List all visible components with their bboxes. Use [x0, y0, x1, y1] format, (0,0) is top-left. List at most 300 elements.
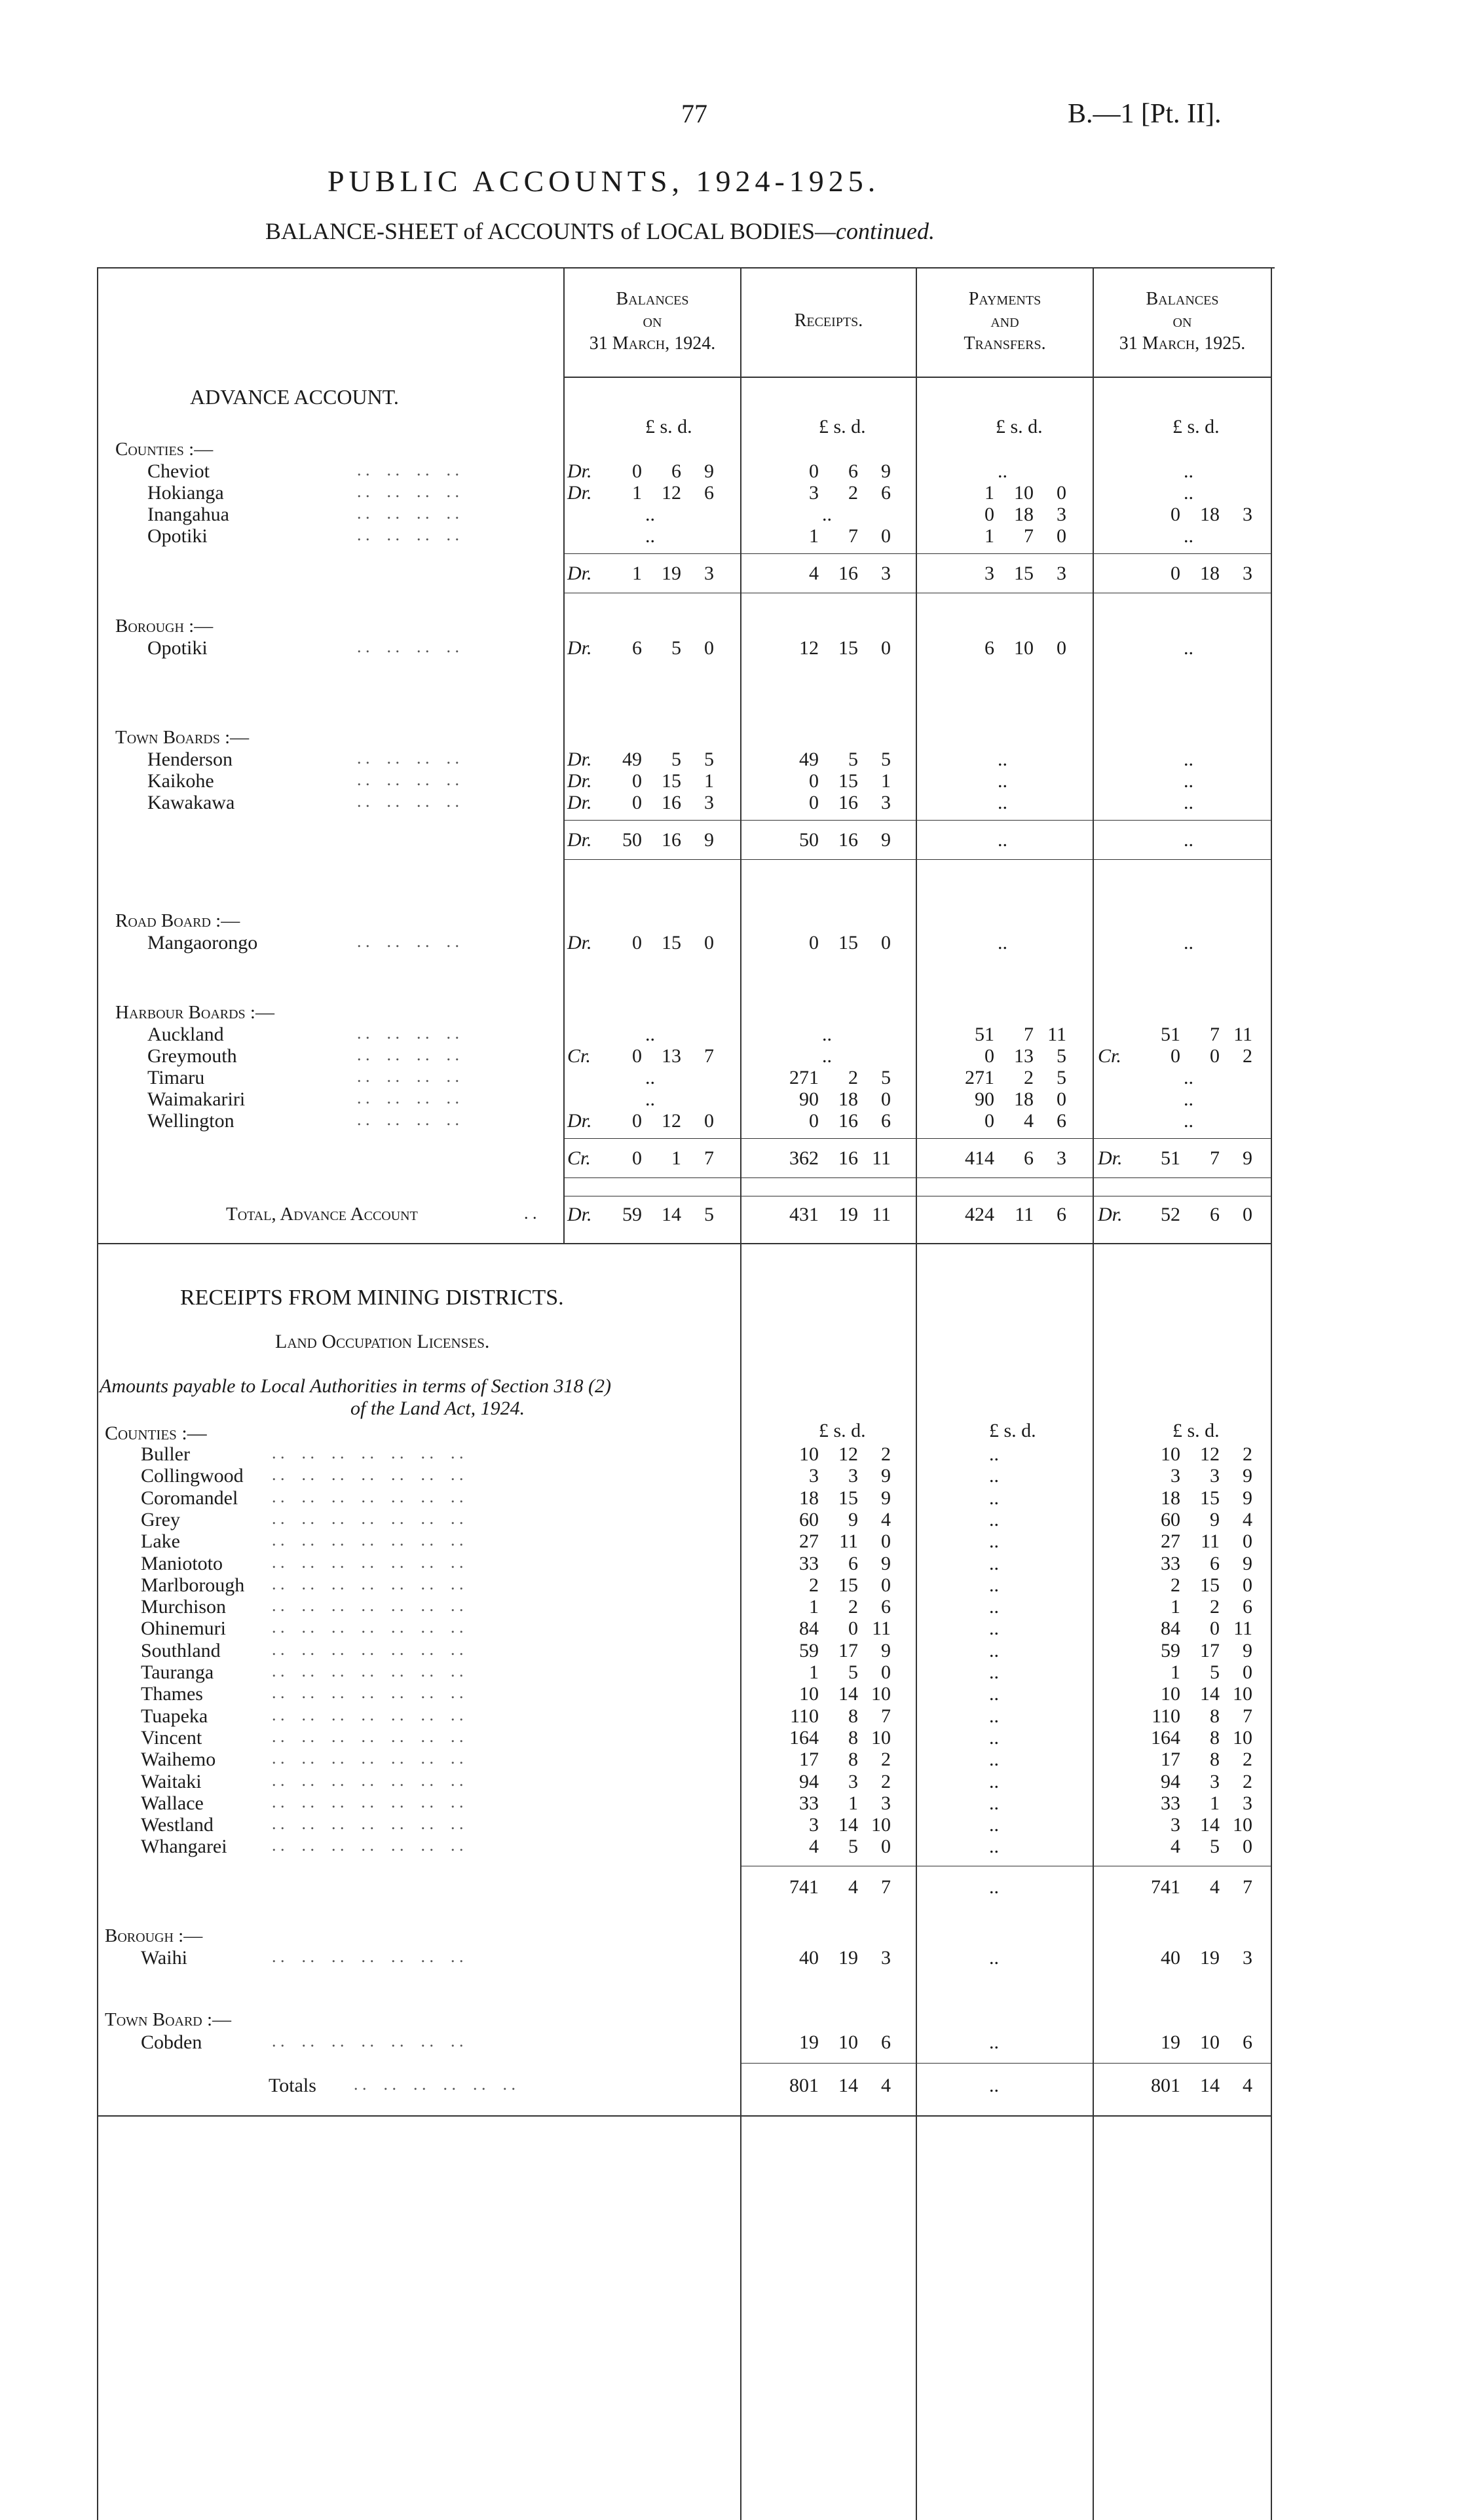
row-receipts — [760, 749, 891, 771]
county-balance-pounds: 84 — [1161, 1618, 1180, 1639]
county-payments: .. — [989, 1509, 999, 1530]
col4-left-rule — [1093, 267, 1094, 2520]
county-balance-pounds: 60 — [1161, 1509, 1180, 1530]
county-receipts-pence: 10 — [871, 1727, 891, 1749]
county-receipts-pence: 9 — [881, 1465, 891, 1487]
mining-note-line2: of the Land Act, 1924. — [350, 1398, 525, 1419]
county-payments: .. — [989, 1814, 999, 1836]
row-receipts-shillings: 6 — [848, 460, 858, 482]
county-balance-pence: 10 — [1233, 1727, 1252, 1749]
row-balance-1925-nil: .. — [1184, 770, 1193, 792]
county-name: Wallace — [141, 1792, 204, 1814]
group-subtotal-rule — [563, 820, 1271, 821]
county-balance — [1121, 1596, 1252, 1618]
subtotal-payments-pounds: 3 — [984, 563, 994, 584]
row-payments — [935, 525, 1066, 547]
row-receipts-pence: 5 — [881, 1067, 891, 1088]
county-payments: .. — [989, 1749, 999, 1770]
county-balance-pence: 0 — [1243, 1836, 1252, 1857]
mining-note-line1: Amounts payable to Local Authorities in terms of Section 318 (2) — [100, 1375, 612, 1397]
row-payments-pence: 3 — [1057, 504, 1066, 525]
row-balance-1925-nil: .. — [1184, 792, 1193, 813]
subtotal-balance-1925-shillings: 18 — [1200, 563, 1220, 584]
county-leaders: . . . . . . . . . . . . . . — [272, 1683, 464, 1702]
row-receipts-shillings: 16 — [838, 1110, 858, 1132]
row-balance-1924-pounds: 49 — [622, 749, 642, 770]
subtotal-balance-1924-pence: 9 — [704, 829, 714, 851]
row-name: Waimakariri — [147, 1088, 246, 1110]
col3-head-line3: Transfers. — [964, 333, 1046, 354]
subtotal-payments-pence: 3 — [1057, 563, 1066, 584]
county-receipts — [760, 1727, 891, 1749]
counties-total-receipts-shillings: 4 — [848, 1876, 858, 1898]
county-name: Grey — [141, 1509, 180, 1530]
row-balance-1924-pence: 6 — [704, 482, 714, 504]
row-balance-1924-pounds: 0 — [632, 1045, 642, 1067]
row-receipts-nil: .. — [822, 504, 832, 525]
row-c1-prefix: Dr. — [567, 482, 592, 504]
county-balance-pence: 9 — [1243, 1640, 1252, 1661]
col-header-balances-1924 — [565, 288, 740, 355]
county-receipts-pence: 2 — [881, 1771, 891, 1792]
row-leaders: . . . . . . . . — [357, 932, 459, 951]
subtotal-receipts — [760, 829, 891, 851]
county-receipts-shillings: 11 — [839, 1530, 858, 1552]
subtotal-payments — [935, 829, 1066, 851]
row-receipts-pounds: 3 — [809, 482, 819, 504]
county-leaders: . . . . . . . . . . . . . . — [272, 1836, 464, 1855]
grand-total-receipts — [760, 1204, 891, 1226]
county-balance — [1121, 1618, 1252, 1640]
county-receipts-pounds: 60 — [799, 1509, 819, 1530]
grand-total-payments — [935, 1204, 1066, 1226]
county-balance-pounds: 110 — [1152, 1705, 1180, 1727]
subtotal-receipts-pence: 9 — [881, 829, 891, 851]
row-name: Timaru — [147, 1067, 205, 1088]
row-balance-1924 — [583, 504, 714, 526]
county-balance-shillings: 15 — [1200, 1574, 1220, 1596]
row-name: Cheviot — [147, 460, 210, 482]
county-receipts-pence: 11 — [872, 1618, 891, 1639]
county-balance-pounds: 59 — [1161, 1640, 1180, 1661]
grand-total-balance-1925-shillings: 6 — [1210, 1204, 1220, 1225]
county-receipts-pence: 9 — [881, 1640, 891, 1661]
mining-heading: RECEIPTS FROM MINING DISTRICTS. — [180, 1286, 564, 1310]
subtotal-receipts — [760, 1147, 891, 1170]
subtotal-receipts-pounds: 362 — [789, 1147, 819, 1169]
subtotal-payments-shillings: 6 — [1024, 1147, 1034, 1169]
row-balance-1924 — [583, 1067, 714, 1089]
row-balance-1924-pence: 3 — [704, 792, 714, 813]
county-receipts-pence: 0 — [881, 1661, 891, 1683]
row-payments-pence: 0 — [1057, 482, 1066, 504]
row-payments-shillings: 4 — [1024, 1110, 1034, 1132]
county-balance-pounds: 18 — [1161, 1487, 1180, 1509]
county-receipts-pounds: 1 — [809, 1596, 819, 1618]
row-balance-1925-pounds: 0 — [1171, 1045, 1180, 1067]
town-board-receipts-pence: 6 — [881, 2031, 891, 2053]
row-receipts-pounds: 0 — [809, 932, 819, 954]
county-balance — [1121, 1487, 1252, 1510]
group-label: Borough :— — [115, 616, 214, 637]
county-balance-pounds: 33 — [1161, 1792, 1180, 1814]
grand-total-payments-pounds: 424 — [965, 1204, 994, 1225]
unit-header-col4: £ s. d. — [1172, 416, 1220, 437]
row-balance-1924-shillings: 16 — [662, 792, 681, 813]
county-name: Westland — [141, 1814, 214, 1836]
grand-total-balance-1924 — [583, 1204, 714, 1226]
county-balance — [1121, 1771, 1252, 1793]
county-balance-pounds: 10 — [1161, 1683, 1180, 1705]
subtotal-receipts-shillings: 16 — [838, 829, 858, 851]
col4-head-line2: on — [1172, 311, 1192, 331]
row-payments-pounds: 90 — [975, 1088, 994, 1110]
row-payments-nil: .. — [998, 749, 1007, 770]
county-name: Whangarei — [141, 1836, 227, 1857]
col1-head-line1: Balances — [616, 289, 689, 309]
grand-total-leaders: . . — [524, 1204, 537, 1223]
subtotal-balance-1925 — [1121, 563, 1252, 585]
row-balance-1924-nil: .. — [645, 1088, 655, 1110]
county-balance-pence: 2 — [1243, 1771, 1252, 1792]
county-name: Coromandel — [141, 1487, 238, 1509]
row-payments-pounds: 1 — [984, 482, 994, 504]
county-payments: .. — [989, 1443, 999, 1465]
county-receipts-pence: 4 — [881, 1509, 891, 1530]
row-balance-1924-pounds: 1 — [632, 482, 642, 504]
county-receipts — [760, 1596, 891, 1618]
row-leaders: . . . . . . . . — [357, 482, 459, 501]
subtotal-payments-nil: .. — [998, 829, 1007, 851]
document-reference: B.—1 [Pt. II]. — [1068, 99, 1222, 129]
county-leaders: . . . . . . . . . . . . . . — [272, 1640, 464, 1659]
row-balance-1925 — [1121, 932, 1252, 954]
mining-unit-col2: £ s. d. — [819, 1420, 866, 1441]
table-top-rule — [97, 267, 1275, 269]
county-balance-pounds: 3 — [1171, 1814, 1180, 1836]
county-balance-shillings: 8 — [1210, 1705, 1220, 1727]
row-balance-1924-pence: 1 — [704, 770, 714, 792]
totals-receipts-pounds: 801 — [789, 2075, 819, 2096]
county-receipts-shillings: 12 — [838, 1443, 858, 1465]
subtotal-payments-shillings: 15 — [1014, 563, 1034, 584]
page-number: 77 — [681, 99, 707, 128]
row-balance-1925 — [1121, 504, 1252, 526]
county-balance — [1121, 1465, 1252, 1487]
row-balance-1925 — [1121, 1088, 1252, 1111]
county-receipts-pence: 2 — [881, 1443, 891, 1465]
row-leaders: . . . . . . . . — [357, 1067, 459, 1086]
row-c1-prefix: Dr. — [567, 749, 592, 770]
row-payments — [935, 932, 1066, 954]
col1-left-rule — [563, 267, 565, 1243]
county-name: Tuapeka — [141, 1705, 208, 1727]
row-balance-1925-nil: .. — [1184, 749, 1193, 770]
county-balance-pence: 4 — [1243, 1509, 1252, 1530]
county-balance-pence: 2 — [1243, 1749, 1252, 1770]
row-balance-1924-pence: 0 — [704, 932, 714, 954]
subtotal-payments-pounds: 414 — [965, 1147, 994, 1169]
row-balance-1924 — [583, 1024, 714, 1046]
row-balance-1925-pounds: 0 — [1171, 504, 1180, 525]
row-balance-1924 — [583, 637, 714, 659]
borough-leaders: . . . . . . . . . . . . . . — [272, 1947, 464, 1966]
totals-label: Totals — [269, 2075, 316, 2096]
row-balance-1925-pence: 3 — [1243, 504, 1252, 525]
row-balance-1924 — [583, 932, 714, 954]
row-balance-1925 — [1121, 460, 1252, 483]
row-balance-1924-pence: 5 — [704, 749, 714, 770]
row-balance-1925-nil: .. — [1184, 525, 1193, 547]
row-leaders: . . . . . . . . — [357, 637, 459, 656]
col4-head-line3: 31 March, 1925. — [1119, 333, 1246, 354]
row-name: Auckland — [147, 1024, 224, 1045]
county-balance — [1121, 1727, 1252, 1749]
county-balance-shillings: 3 — [1210, 1771, 1220, 1792]
county-receipts-pounds: 3 — [809, 1814, 819, 1836]
grand-total-receipts-shillings: 19 — [838, 1204, 858, 1225]
row-payments — [935, 504, 1066, 526]
subtotal-receipts-pounds: 50 — [799, 829, 819, 851]
county-receipts-shillings: 9 — [848, 1509, 858, 1530]
row-receipts-pence: 5 — [881, 749, 891, 770]
totals-balance-shillings: 14 — [1200, 2075, 1220, 2096]
subtotal-balance-1924-shillings: 16 — [662, 829, 681, 851]
county-receipts-pence: 2 — [881, 1749, 891, 1770]
row-leaders: . . . . . . . . — [357, 749, 459, 768]
county-balance-shillings: 0 — [1210, 1618, 1220, 1639]
subtotal-payments — [935, 1147, 1066, 1170]
row-balance-1924-shillings: 5 — [671, 637, 681, 659]
row-leaders: . . . . . . . . — [357, 1110, 459, 1129]
county-receipts-shillings: 15 — [838, 1487, 858, 1509]
county-receipts-pence: 10 — [871, 1814, 891, 1836]
grand-total-balance-1925-pence: 0 — [1243, 1204, 1252, 1225]
row-receipts-pounds: 1 — [809, 525, 819, 547]
row-payments-shillings: 7 — [1024, 525, 1034, 547]
county-leaders: . . . . . . . . . . . . . . — [272, 1596, 464, 1615]
county-payments: .. — [989, 1683, 999, 1705]
row-payments — [935, 482, 1066, 504]
counties-total-balance-pounds: 741 — [1151, 1876, 1180, 1898]
row-payments — [935, 770, 1066, 792]
row-balance-1925-pence: 11 — [1233, 1024, 1252, 1045]
subtotal-balance-1924 — [583, 1147, 714, 1170]
row-balance-1924-pence: 0 — [704, 1110, 714, 1132]
row-c1-prefix: Dr. — [567, 770, 592, 792]
county-leaders: . . . . . . . . . . . . . . — [272, 1530, 464, 1549]
county-receipts-pounds: 33 — [799, 1792, 819, 1814]
col-header-receipts: Receipts. — [794, 310, 863, 331]
county-receipts — [760, 1749, 891, 1771]
row-receipts-pounds: 0 — [809, 770, 819, 792]
row-balance-1925 — [1121, 1110, 1252, 1132]
row-balance-1925-pence: 2 — [1243, 1045, 1252, 1067]
subtotal-balance-1924-pounds: 0 — [632, 1147, 642, 1169]
unit-header-col2: £ s. d. — [819, 416, 866, 437]
county-receipts-pence: 9 — [881, 1487, 891, 1509]
col1-head-line3: 31 March, 1924. — [589, 333, 716, 354]
row-balance-1925 — [1121, 637, 1252, 659]
county-balance — [1121, 1705, 1252, 1728]
row-payments-shillings: 13 — [1014, 1045, 1034, 1067]
page-title: PUBLIC ACCOUNTS, 1924-1925. — [328, 164, 880, 198]
town-board-balance — [1121, 2031, 1252, 2054]
county-receipts-pounds: 1 — [809, 1661, 819, 1683]
section-divider-rule — [97, 1243, 1271, 1244]
county-balance-shillings: 17 — [1200, 1640, 1220, 1661]
grand-total-balance-1924-pence: 5 — [704, 1204, 714, 1225]
row-leaders: . . . . . . . . — [357, 460, 459, 479]
row-payments-shillings: 18 — [1014, 1088, 1034, 1110]
county-payments: .. — [989, 1727, 999, 1749]
county-balance-pounds: 3 — [1171, 1465, 1180, 1487]
county-receipts-pounds: 94 — [799, 1771, 819, 1792]
county-receipts-pounds: 2 — [809, 1574, 819, 1596]
row-receipts-shillings: 18 — [838, 1088, 858, 1110]
row-receipts — [760, 1110, 891, 1132]
county-balance — [1121, 1683, 1252, 1705]
county-receipts-pounds: 18 — [799, 1487, 819, 1509]
county-receipts-pence: 10 — [871, 1683, 891, 1705]
row-balance-1924 — [583, 749, 714, 771]
group-label: Harbour Boards :— — [115, 1002, 274, 1023]
county-name: Marlborough — [141, 1574, 245, 1596]
county-balance-pence: 11 — [1233, 1618, 1252, 1639]
row-receipts-shillings: 7 — [848, 525, 858, 547]
row-name: Kaikohe — [147, 770, 214, 792]
county-balance — [1121, 1792, 1252, 1815]
row-receipts-shillings: 2 — [848, 1067, 858, 1088]
row-receipts — [760, 460, 891, 483]
county-receipts-pounds: 110 — [790, 1705, 819, 1727]
row-receipts-shillings: 2 — [848, 482, 858, 504]
row-balance-1925 — [1121, 1067, 1252, 1089]
row-balance-1924 — [583, 1088, 714, 1111]
county-balance-pounds: 1 — [1171, 1661, 1180, 1683]
county-receipts-pounds: 17 — [799, 1749, 819, 1770]
col3-head-line2: and — [990, 311, 1019, 331]
row-receipts — [760, 504, 891, 526]
row-leaders: . . . . . . . . — [357, 1024, 459, 1043]
group-end-rule — [563, 859, 1271, 860]
county-balance-pounds: 27 — [1161, 1530, 1180, 1552]
row-payments-pence: 5 — [1057, 1067, 1066, 1088]
county-receipts — [760, 1443, 891, 1466]
row-balance-1925 — [1121, 1024, 1252, 1046]
county-balance-shillings: 5 — [1210, 1836, 1220, 1857]
county-receipts-shillings: 14 — [838, 1814, 858, 1836]
totals-payments: .. — [989, 2075, 999, 2096]
row-receipts-pounds: 0 — [809, 1110, 819, 1132]
row-receipts — [760, 482, 891, 504]
row-name: Opotiki — [147, 637, 208, 659]
county-balance-pence: 3 — [1243, 1792, 1252, 1814]
row-balance-1925-nil: .. — [1184, 1088, 1193, 1110]
row-balance-1925-nil: .. — [1184, 482, 1193, 504]
row-balance-1924 — [583, 1045, 714, 1067]
county-balance-pence: 9 — [1243, 1553, 1252, 1574]
county-name: Thames — [141, 1683, 203, 1705]
row-balance-1924-pence: 9 — [704, 460, 714, 482]
county-name: Buller — [141, 1443, 190, 1465]
county-balance-pounds: 4 — [1171, 1836, 1180, 1857]
county-receipts-pounds: 33 — [799, 1553, 819, 1574]
county-receipts — [760, 1814, 891, 1836]
row-balance-1925-nil: .. — [1184, 460, 1193, 482]
grand-total-balance-1924-pounds: 59 — [622, 1204, 642, 1225]
row-receipts-shillings: 15 — [838, 770, 858, 792]
subtotal-balance-1924-pounds: 1 — [632, 563, 642, 584]
county-balance — [1121, 1530, 1252, 1553]
page-subtitle — [265, 217, 935, 245]
county-name: Lake — [141, 1530, 180, 1552]
group-subtotal-rule — [563, 1138, 1271, 1139]
county-leaders: . . . . . . . . . . . . . . — [272, 1618, 464, 1637]
county-balance — [1121, 1661, 1252, 1684]
row-payments-nil: .. — [998, 792, 1007, 813]
row-payments — [935, 1024, 1066, 1046]
county-payments: .. — [989, 1465, 999, 1487]
totals-receipts-shillings: 14 — [838, 2075, 858, 2096]
row-receipts-pounds: 49 — [799, 749, 819, 770]
row-leaders: . . . . . . . . — [357, 1045, 459, 1064]
row-balance-1925-nil: .. — [1184, 932, 1193, 954]
county-balance-shillings: 9 — [1210, 1509, 1220, 1530]
counties-total-receipts — [760, 1876, 891, 1899]
subtotal-balance-1925-pence: 3 — [1243, 563, 1252, 584]
county-balance-pounds: 1 — [1171, 1596, 1180, 1618]
subtotal-receipts-shillings: 16 — [838, 563, 858, 584]
row-payments-pence: 6 — [1057, 1110, 1066, 1132]
borough-receipts-shillings: 19 — [838, 1947, 858, 1969]
county-balance — [1121, 1814, 1252, 1836]
mining-unit-col4: £ s. d. — [1172, 1420, 1220, 1441]
county-receipts-pounds: 84 — [799, 1618, 819, 1639]
row-name: Kawakawa — [147, 792, 235, 813]
column-header-rule — [563, 377, 1271, 378]
county-payments: .. — [989, 1792, 999, 1814]
borough-receipts-pence: 3 — [881, 1947, 891, 1969]
county-receipts-shillings: 15 — [838, 1574, 858, 1596]
subtotal-balance-1924 — [583, 563, 714, 585]
row-receipts-pence: 1 — [881, 770, 891, 792]
borough-balance-shillings: 19 — [1200, 1947, 1220, 1969]
row-receipts — [760, 1067, 891, 1089]
county-balance-shillings: 6 — [1210, 1553, 1220, 1574]
col2-left-rule — [740, 267, 741, 2520]
county-name: Ohinemuri — [141, 1618, 226, 1639]
row-balance-1924-shillings: 6 — [671, 460, 681, 482]
borough-balance-pence: 3 — [1243, 1947, 1252, 1969]
row-balance-1924-shillings: 12 — [662, 1110, 681, 1132]
grand-total-label: Total, Advance Account — [226, 1204, 418, 1225]
subtotal-receipts-shillings: 16 — [838, 1147, 858, 1169]
subtotal-balance-1925-nil: .. — [1184, 829, 1193, 851]
subtotal-balance-1924-pounds: 50 — [622, 829, 642, 851]
row-balance-1924-shillings: 15 — [662, 932, 681, 954]
row-balance-1925-nil: .. — [1184, 1110, 1193, 1132]
row-balance-1924 — [583, 525, 714, 547]
col3-head-line1: Payments — [968, 289, 1041, 309]
row-payments-shillings: 10 — [1014, 637, 1034, 659]
group-end-rule — [563, 1177, 1271, 1178]
county-receipts-shillings: 14 — [838, 1683, 858, 1705]
county-receipts-pence: 0 — [881, 1836, 891, 1857]
row-receipts — [760, 1045, 891, 1067]
row-payments-pounds: 271 — [965, 1067, 994, 1088]
county-balance — [1121, 1749, 1252, 1771]
